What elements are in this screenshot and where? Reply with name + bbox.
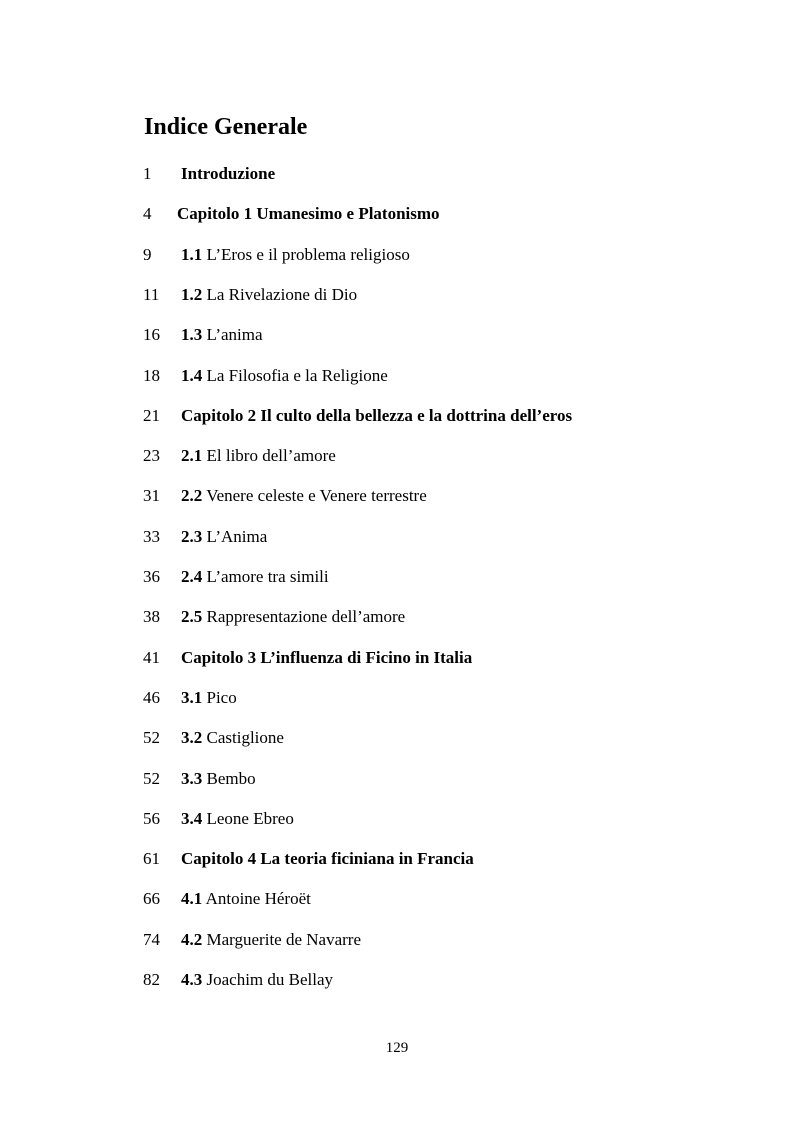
toc-entry-text	[181, 162, 275, 186]
toc-section-number: 1.1	[181, 245, 203, 264]
toc-chapter-entry	[0, 202, 794, 226]
toc-page-number: 46	[143, 688, 160, 707]
toc-entry-text	[181, 928, 361, 952]
toc-page-number: 82	[143, 970, 160, 989]
toc-section-title: Joachim du Bellay	[206, 970, 334, 989]
toc-entry-text	[181, 283, 357, 307]
toc-section-title: La Rivelazione di Dio	[206, 285, 358, 304]
toc-page-number: 21	[143, 406, 160, 425]
toc-entry-text	[181, 767, 256, 791]
toc-page-number: 18	[143, 366, 160, 385]
toc-chapter-title: Capitolo 2 Il culto della bellezza e la dottrina dell’eros	[181, 406, 573, 425]
toc-section-title: Bembo	[206, 769, 256, 788]
toc-section-number: 3.1	[181, 688, 203, 707]
toc-section-title: Antoine Héroët	[205, 889, 311, 908]
toc-section-title: L’Anima	[206, 527, 268, 546]
toc-entry-text	[181, 364, 388, 388]
toc-section-title: Rappresentazione dell’amore	[206, 607, 406, 626]
toc-section-title: L’amore tra simili	[206, 567, 329, 586]
toc-section-title: Pico	[206, 688, 237, 707]
toc-section-number: 2.4	[181, 567, 203, 586]
toc-chapter-title: Capitolo 1 Umanesimo e Platonismo	[177, 204, 440, 223]
toc-page-number: 52	[143, 728, 160, 747]
toc-section-title: La Filosofia e la Religione	[206, 366, 388, 385]
toc-page-number: 36	[143, 567, 160, 586]
toc-section-number: 4.2	[181, 930, 203, 949]
toc-entry-text	[181, 887, 311, 911]
toc-chapter-title: Capitolo 3 L’influenza di Ficino in Italia	[181, 648, 473, 667]
toc-section-title: Marguerite de Navarre	[206, 930, 361, 949]
toc-page-number: 74	[143, 930, 160, 949]
toc-entry-text	[181, 686, 237, 710]
toc-page-number: 4	[143, 204, 152, 223]
toc-section-entry	[0, 364, 794, 388]
toc-entry-text	[181, 444, 336, 468]
toc-page-number: 11	[143, 285, 160, 304]
toc-page-number: 61	[143, 849, 160, 868]
toc-section-entry	[0, 484, 794, 508]
toc-section-entry	[0, 605, 794, 629]
toc-section-entry	[0, 525, 794, 549]
toc-chapter-entry	[0, 404, 794, 428]
toc-section-number: 2.2	[181, 486, 203, 505]
toc-section-entry	[0, 283, 794, 307]
toc-section-entry	[0, 565, 794, 589]
toc-chapter-entry	[0, 162, 794, 186]
toc-section-entry	[0, 807, 794, 831]
page-number: 129	[385, 1040, 409, 1056]
toc-section-number: 4.3	[181, 970, 203, 989]
toc-section-number: 1.2	[181, 285, 203, 304]
toc-page-number: 56	[143, 809, 160, 828]
toc-entry-text	[181, 565, 329, 589]
toc-page-number: 41	[143, 648, 160, 667]
toc-entry-text	[181, 968, 333, 992]
toc-chapter-title: Capitolo 4 La teoria ficiniana in Francia	[181, 849, 474, 868]
toc-section-title: Venere celeste e Venere terrestre	[206, 486, 427, 505]
toc-section-number: 4.1	[181, 889, 203, 908]
toc-section-entry	[0, 243, 794, 267]
toc-entry-text	[177, 202, 440, 226]
toc-page-number: 33	[143, 527, 160, 546]
toc-entry-text	[181, 646, 472, 670]
toc-section-number: 2.5	[181, 607, 203, 626]
toc-entry-text	[181, 726, 284, 750]
toc-page-number: 38	[143, 607, 160, 626]
toc-section-title: Castiglione	[206, 728, 284, 747]
toc-section-number: 3.2	[181, 728, 203, 747]
toc-section-entry	[0, 887, 794, 911]
toc-section-entry	[0, 968, 794, 992]
toc-section-entry	[0, 444, 794, 468]
toc-section-number: 1.3	[181, 325, 203, 344]
toc-page-number: 16	[143, 325, 160, 344]
toc-section-number: 2.3	[181, 527, 203, 546]
toc-section-title: L’anima	[206, 325, 263, 344]
toc-section-entry	[0, 686, 794, 710]
toc-entry-text	[181, 404, 572, 428]
toc-chapter-entry	[0, 646, 794, 670]
toc-section-title: L’Eros e il problema religioso	[206, 245, 410, 264]
toc-entry-text	[181, 323, 263, 347]
toc-entry-text	[181, 484, 427, 508]
toc-section-entry	[0, 767, 794, 791]
toc-section-entry	[0, 928, 794, 952]
toc-section-entry	[0, 323, 794, 347]
toc-section-entry	[0, 726, 794, 750]
toc-section-title: El libro dell’amore	[206, 446, 336, 465]
toc-section-number: 2.1	[181, 446, 203, 465]
toc-section-number: 1.4	[181, 366, 203, 385]
toc-entry-text	[181, 243, 410, 267]
toc-page-number: 23	[143, 446, 160, 465]
toc-section-title: Leone Ebreo	[206, 809, 294, 828]
toc-chapter-title: Introduzione	[181, 164, 276, 183]
toc-entry-text	[181, 847, 474, 871]
toc-section-number: 3.3	[181, 769, 203, 788]
toc-entry-text	[181, 525, 267, 549]
toc-page-number: 52	[143, 769, 160, 788]
toc-chapter-entry	[0, 847, 794, 871]
toc-section-number: 3.4	[181, 809, 203, 828]
toc-entry-text	[181, 605, 405, 629]
toc-page-number: 66	[143, 889, 160, 908]
toc-entry-text	[181, 807, 294, 831]
page-title: Indice Generale	[144, 114, 308, 140]
toc-page-number: 31	[143, 486, 160, 505]
toc-page-number: 1	[143, 164, 152, 183]
toc-page-number: 9	[143, 245, 152, 264]
